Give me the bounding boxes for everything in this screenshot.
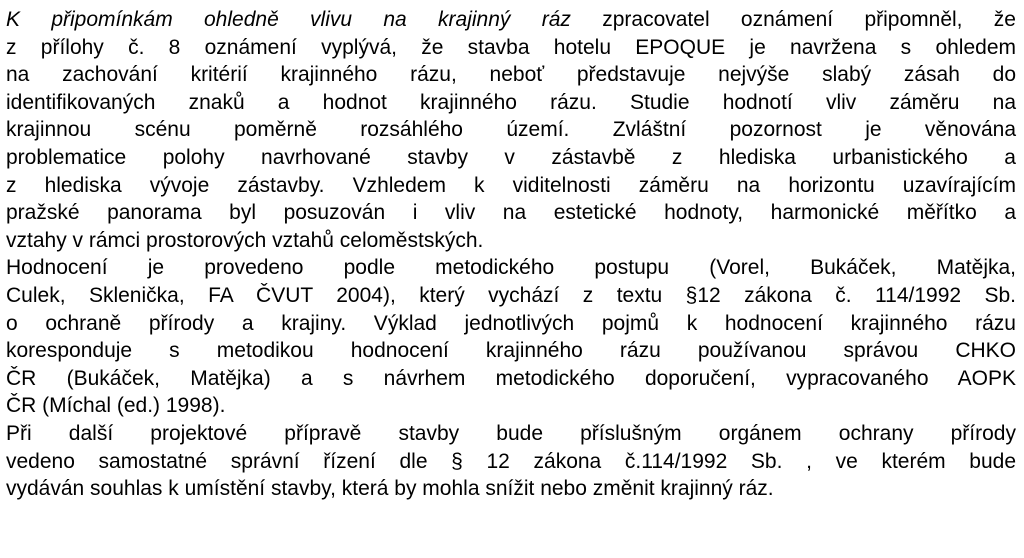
text-line: z přílohy č. 8 oznámení vyplývá, že stavba hotelu EPOQUE je navržena s ohledem <box>6 35 1016 59</box>
text-line: Hodnocení je provedeno podle metodického postupu (Vorel, Bukáček, Matějka, <box>6 256 1016 280</box>
text-line: koresponduje s metodikou hodnocení krajinného rázu používanou správou CHKO <box>6 339 1016 363</box>
document-page <box>6 6 1016 503</box>
text-line: o ochraně přírody a krajiny. Výklad jednotlivých pojmů k hodnocení krajinného rázu <box>6 311 1016 335</box>
text-line: ČR (Míchal (ed.) 1998). <box>6 394 226 418</box>
text-line: ČR (Bukáček, Matějka) a s návrhem metodického doporučení, vypracovaného AOPK <box>6 366 1016 390</box>
italic-lead-in: K připomínkám ohledně vlivu na krajinný ráz <box>6 8 571 31</box>
text-line: z hlediska vývoje zástavby. Vzhledem k viditelnosti záměru na horizontu uzavírajícím <box>6 173 1016 197</box>
paragraph-visual-impact <box>6 6 1016 254</box>
text-line: Při další projektové přípravě stavby bude příslušným orgánem ochrany přírody <box>6 421 1016 445</box>
text-line: vedeno samostatné správní řízení dle § 12 zákona č.114/1992 Sb. , ve kterém bude <box>6 449 1016 473</box>
text-line: vztahy v rámci prostorových vztahů celoměstských. <box>6 228 484 252</box>
text-line <box>6 6 1016 34</box>
paragraph-further-preparation <box>6 420 1016 503</box>
text-line: krajinnou scénu poměrně rozsáhlého území. Zvláštní pozornost je věnována <box>6 118 1016 142</box>
text-line: pražské panorama byl posuzován i vliv na estetické hodnoty, harmonické měřítko a <box>6 201 1016 225</box>
paragraph-methodology <box>6 254 1016 420</box>
text-line: identifikovaných znaků a hodnot krajinného rázu. Studie hodnotí vliv záměru na <box>6 90 1016 114</box>
line-text: zpracovatel oznámení připomněl, že <box>570 8 1016 31</box>
text-line: na zachování kritérií krajinného rázu, neboť představuje nejvýše slabý zásah do <box>6 63 1016 87</box>
text-line: vydáván souhlas k umístění stavby, která by mohla snížit nebo změnit krajinný ráz. <box>6 477 774 501</box>
text-line: Culek, Sklenička, FA ČVUT 2004), který vychází z textu §12 zákona č. 114/1992 Sb. <box>6 283 1016 307</box>
text-line: problematice polohy navrhované stavby v zástavbě z hlediska urbanistického a <box>6 145 1016 169</box>
